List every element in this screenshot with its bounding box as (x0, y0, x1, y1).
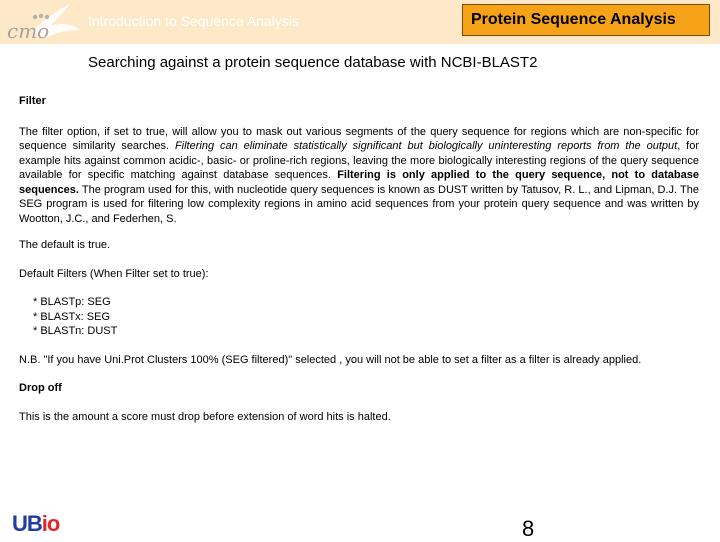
slide-subtitle: Searching against a protein sequence database with NCBI-BLAST2 (88, 54, 538, 71)
default-filters-heading: Default Filters (When Filter set to true): (19, 267, 209, 280)
section-title-box (462, 4, 710, 36)
filter-text-3: The program used for this, with nucleotide query sequences is known as DUST written by Tatusov, R. L., and Lipman, D.J. The SEG program is used for filtering low complexity regions in amino acid sequences from your protein query sequence and was written by Wootton, J.C., and Federhen, S. (19, 183, 699, 225)
logo-io: io (41, 511, 60, 536)
default-filter-item: * BLASTx: SEG (33, 310, 111, 323)
dropoff-heading: Drop off (19, 382, 62, 394)
filter-description (19, 125, 699, 227)
default-filter-item: * BLASTn: DUST (33, 325, 118, 337)
filter-note: N.B. "If you have Uni.Prot Clusters 100% (SEG filtered)" selected , you will not be able to set a filter as a filter is already applied. (19, 353, 642, 366)
filter-text-bold: Filtering is only applied to the query sequence, not to database sequences. (19, 169, 699, 196)
header-title: Introduction to Sequence Analysis (88, 13, 299, 29)
filter-default: The default is true. (19, 239, 111, 251)
page-number: 8 (522, 516, 535, 541)
slide-content (19, 94, 699, 424)
logo-ub: UB (12, 511, 42, 536)
filter-heading: Filter (19, 95, 46, 107)
filter-text-italic: Filtering can eliminate statistically significant but biologically uninteresting reports from the output (174, 140, 678, 152)
ubio-logo (12, 511, 59, 537)
filter-text-2: , for example hits against common acidic-, basic- or proline-rich regions, leaving the more biologically interesting regions of the query sequence available for specific matching against database sequences. (19, 140, 699, 181)
section-title: Protein Sequence Analysis (471, 11, 676, 28)
logo-text: cmo (7, 19, 50, 43)
default-filter-item: * BLASTp: SEG (33, 296, 111, 308)
dropoff-text: This is the amount a score must drop before extension of word hits is halted. (19, 410, 391, 423)
cmo-logo (2, 0, 84, 44)
filter-text-1: The filter option, if set to true, will allow you to mask out various segments of the query sequence for regions which are non-specific for sequence similarity searches. (19, 125, 699, 152)
